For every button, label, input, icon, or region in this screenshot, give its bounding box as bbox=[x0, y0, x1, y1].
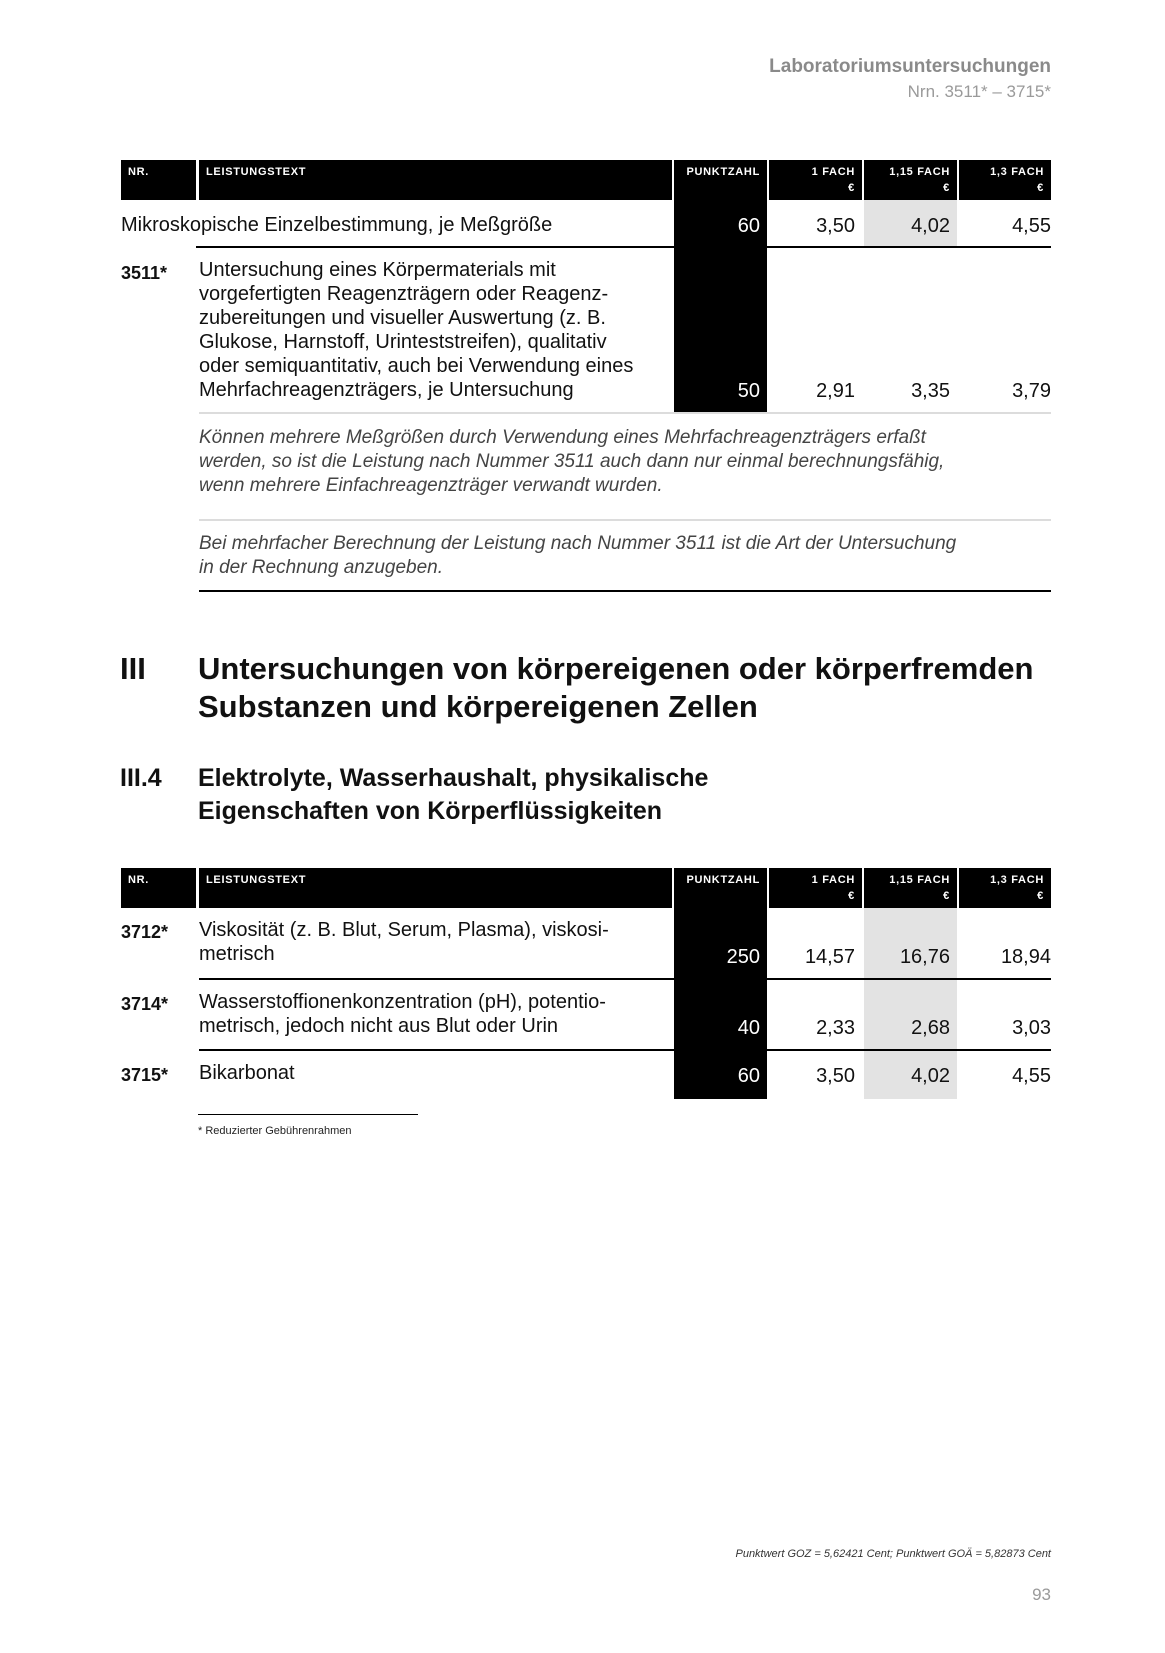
fee-13fach: 3,03 bbox=[1012, 1017, 1051, 1039]
punktzahl-value: 60 bbox=[737, 215, 760, 237]
fee-1fach: 3,50 bbox=[816, 1065, 855, 1087]
running-header-range: Nrn. 3511* – 3715* bbox=[907, 82, 1051, 101]
item-number: 3511* bbox=[121, 263, 168, 283]
col-header-115fach: 1,15 FACH € bbox=[864, 868, 957, 908]
fee-1fach: 2,91 bbox=[816, 380, 855, 402]
footnote: * Reduzierter Gebührenrahmen bbox=[198, 1125, 352, 1137]
note-1: Können mehrere Meßgrößen durch Verwendung eines Mehrfachreagenzträgers erfaßt werden, so ist die Leistung nach Nummer 3511 auch dann nur einmal berechnungsfähig, wenn mehrere Einfachreagenzträger verwandt wurden. bbox=[199, 427, 945, 496]
page-number: 93 bbox=[1032, 1585, 1051, 1604]
subsection-title: Elektrolyte, Wasserhaushalt, physikalische Eigenschaften von Körperflüssigkeiten bbox=[198, 764, 709, 825]
subhead-row bbox=[121, 200, 1051, 248]
item-description: Bikarbonat bbox=[199, 1062, 295, 1084]
col-header-text: LEISTUNGSTEXT bbox=[199, 160, 672, 200]
col-header-text: LEISTUNGSTEXT bbox=[199, 868, 672, 908]
col-header-nr: NR. bbox=[121, 160, 196, 200]
col-header-1fach: 1 FACH € bbox=[769, 868, 862, 908]
punktzahl-value: 40 bbox=[737, 1017, 760, 1039]
subhead-text: Mikroskopische Einzelbestimmung, je Meßgröße bbox=[121, 214, 553, 236]
fee-table-1 bbox=[121, 160, 1051, 578]
fee-table-2 bbox=[121, 868, 1051, 1099]
col-header-nr: NR. bbox=[121, 868, 196, 908]
fee-115fach: 3,35 bbox=[911, 380, 950, 402]
punktzahl-value: 60 bbox=[737, 1065, 760, 1087]
table-row bbox=[121, 248, 1051, 416]
footnote-divider bbox=[198, 1114, 418, 1115]
fee-13fach: 4,55 bbox=[1012, 1065, 1051, 1087]
running-header-title: Laboratoriumsuntersuchungen bbox=[769, 56, 1051, 77]
col-header-punktzahl: PUNKTZAHL bbox=[674, 868, 767, 908]
fee-115fach: 2,68 bbox=[911, 1017, 950, 1039]
punktzahl-value: 250 bbox=[726, 946, 760, 968]
col-header-13fach: 1,3 FACH € bbox=[959, 160, 1051, 200]
item-number: 3714* bbox=[121, 994, 169, 1014]
item-description: Viskosität (z. B. Blut, Serum, Plasma), viskosi- metrisch bbox=[199, 919, 609, 965]
table-header bbox=[121, 868, 1051, 908]
item-number: 3715* bbox=[121, 1065, 169, 1085]
col-header-13fach: 1,3 FACH € bbox=[959, 868, 1051, 908]
punktwert-note: Punktwert GOZ = 5,62421 Cent; Punktwert GOÄ = 5,82873 Cent bbox=[735, 1548, 1051, 1560]
col-header-115fach: 1,15 FACH € bbox=[864, 160, 957, 200]
note-2: Bei mehrfacher Berechnung der Leistung nach Nummer 3511 ist die Art der Untersuchung in der Rechnung anzugeben. bbox=[199, 533, 957, 578]
punktzahl-value: 50 bbox=[737, 380, 760, 402]
col-header-punktzahl: PUNKTZAHL bbox=[674, 160, 767, 200]
col-header-1fach: 1 FACH € bbox=[769, 160, 862, 200]
item-description: Wasserstoffionenkonzentration (pH), potentio- metrisch, jedoch nicht aus Blut oder Urin bbox=[199, 991, 606, 1037]
fee-115fach: 16,76 bbox=[899, 946, 950, 968]
table-header bbox=[121, 160, 1051, 200]
fee-115fach: 4,02 bbox=[911, 1065, 950, 1087]
section-title: Untersuchungen von körpereigenen oder körperfremden Substanzen und körpereigenen Zellen bbox=[198, 651, 1034, 724]
item-description: Untersuchung eines Körpermaterials mit vorgefertigten Reagenzträgern oder Reagenz- zubereitungen und visueller Auswertung (z. B. Glukose, Harnstoff, Urinteststreifen), qualitativ oder semiquantitativ, auch bei Verwendung eines Mehrfachreagenzträgers, je Untersuchung bbox=[199, 259, 634, 401]
fee-13fach: 3,79 bbox=[1012, 380, 1051, 402]
table-row bbox=[121, 1051, 1051, 1099]
fee-1fach: 3,50 bbox=[816, 215, 855, 237]
subsection-number: III.4 bbox=[120, 764, 162, 792]
item-number: 3712* bbox=[121, 922, 169, 942]
fee-13fach: 18,94 bbox=[1000, 946, 1051, 968]
table-row bbox=[121, 908, 1051, 980]
fee-13fach: 4,55 bbox=[1012, 215, 1051, 237]
fee-1fach: 2,33 bbox=[816, 1017, 855, 1039]
section-number: III bbox=[120, 651, 146, 686]
fee-1fach: 14,57 bbox=[804, 946, 855, 968]
fee-115fach: 4,02 bbox=[911, 215, 950, 237]
table-row bbox=[121, 980, 1051, 1051]
